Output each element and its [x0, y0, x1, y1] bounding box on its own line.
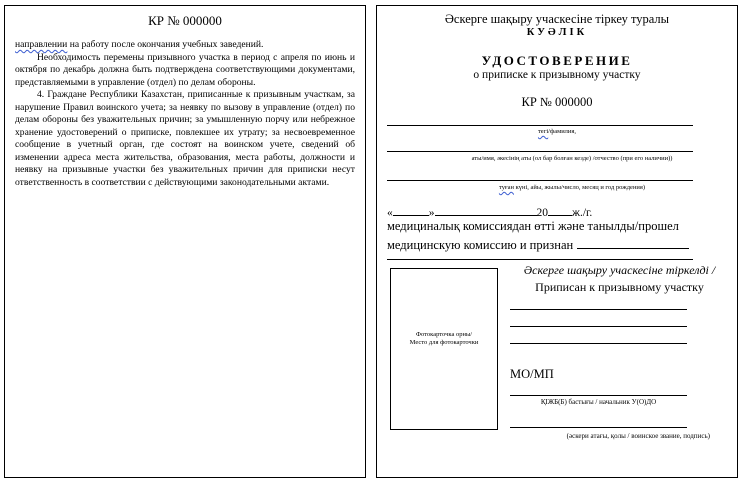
stamp-line-1	[510, 309, 687, 310]
subtitle-ru: о приписке к призывному участку	[473, 69, 641, 81]
right-page	[376, 5, 738, 478]
name-line	[387, 151, 693, 152]
signature-caption: (әскери атағы, қолы / воинское звание, подпись)	[566, 432, 710, 440]
date-row: « » 20 ж./г.	[387, 207, 593, 219]
seal-label: МО/МП	[510, 367, 554, 381]
stamp-title-kz: Әскерге шақыру учаскесіне тіркелді /	[523, 263, 716, 277]
stamp-line-2	[510, 326, 687, 327]
paragraph-3: 4. Граждане Республики Казахстан, приписанные к призывным участкам, за нарушение Правил воинского учета; за неявку по вызову в управление (отдел) по делам обороны без уважительных причин; за умышленную порчу или небрежное хранение удостоверений о приписке, повлекшее их утрату; за несвоевременное сообщение в учетный орган, где состоят на воинском учете, сведений об изменении адреса места жительства, образования, места работы, должности и неявку на призывные участки без уважительных причин для приписки несут ответственность в соответствии с действующими законодательными актами.	[15, 89, 355, 188]
right-cert-number: КР № 000000	[521, 95, 593, 109]
name-caption: аты/имя, әкесінің аты (ол бар болған кезде) /отчество (при его наличии))	[471, 155, 673, 162]
paragraph-1	[15, 39, 355, 52]
chief-caption: ҚІЖБ(Б) бастығы / начальник У(О)ДО	[540, 398, 657, 406]
underlined-word: направлении	[15, 39, 68, 50]
signature-line	[510, 427, 687, 428]
year-blank	[548, 205, 572, 216]
surname-line	[387, 125, 693, 126]
title-kz: КУӘЛІК	[526, 27, 588, 38]
left-page	[4, 5, 366, 478]
birth-line	[387, 180, 693, 181]
left-page-text	[15, 39, 355, 189]
left-cert-number: КР № 000000	[148, 13, 222, 28]
header-kz: Әскерге шақыру учаскесіне тіркеу туралы	[444, 12, 670, 26]
medical-line-2: медицинскую комиссию и признан	[387, 236, 689, 253]
medical-extra-line	[387, 259, 693, 260]
surname-caption: тегі/фамилия,	[537, 128, 577, 135]
title-ru: УДОСТОВЕРЕНИЕ	[481, 53, 633, 68]
chief-line	[510, 395, 687, 396]
stamp-line-3	[510, 343, 687, 344]
paragraph-1-rest: на работу после окончания учебных заведений.	[67, 39, 264, 50]
stamp-title-ru: Приписан к призывному участку	[535, 280, 704, 294]
paragraph-2: Необходимость перемены призывного участка в период с апреля по июнь и октября по декабрь должна быть подтверждена соответствующими документами, представляемыми в управление (отдел) по делам обороны.	[15, 51, 355, 88]
month-blank	[435, 205, 537, 216]
medical-blank	[577, 236, 689, 249]
day-blank	[393, 205, 429, 216]
photo-box	[390, 268, 498, 430]
medical-line-1: медициналық комиссиядан өтті және танылды/прошел	[387, 219, 679, 233]
photo-label: Фотокарточка орны/ Место для фотокарточки	[409, 331, 479, 346]
birth-caption: туған күні, айы, жылы/число, месяц и год рождения)	[498, 184, 646, 191]
